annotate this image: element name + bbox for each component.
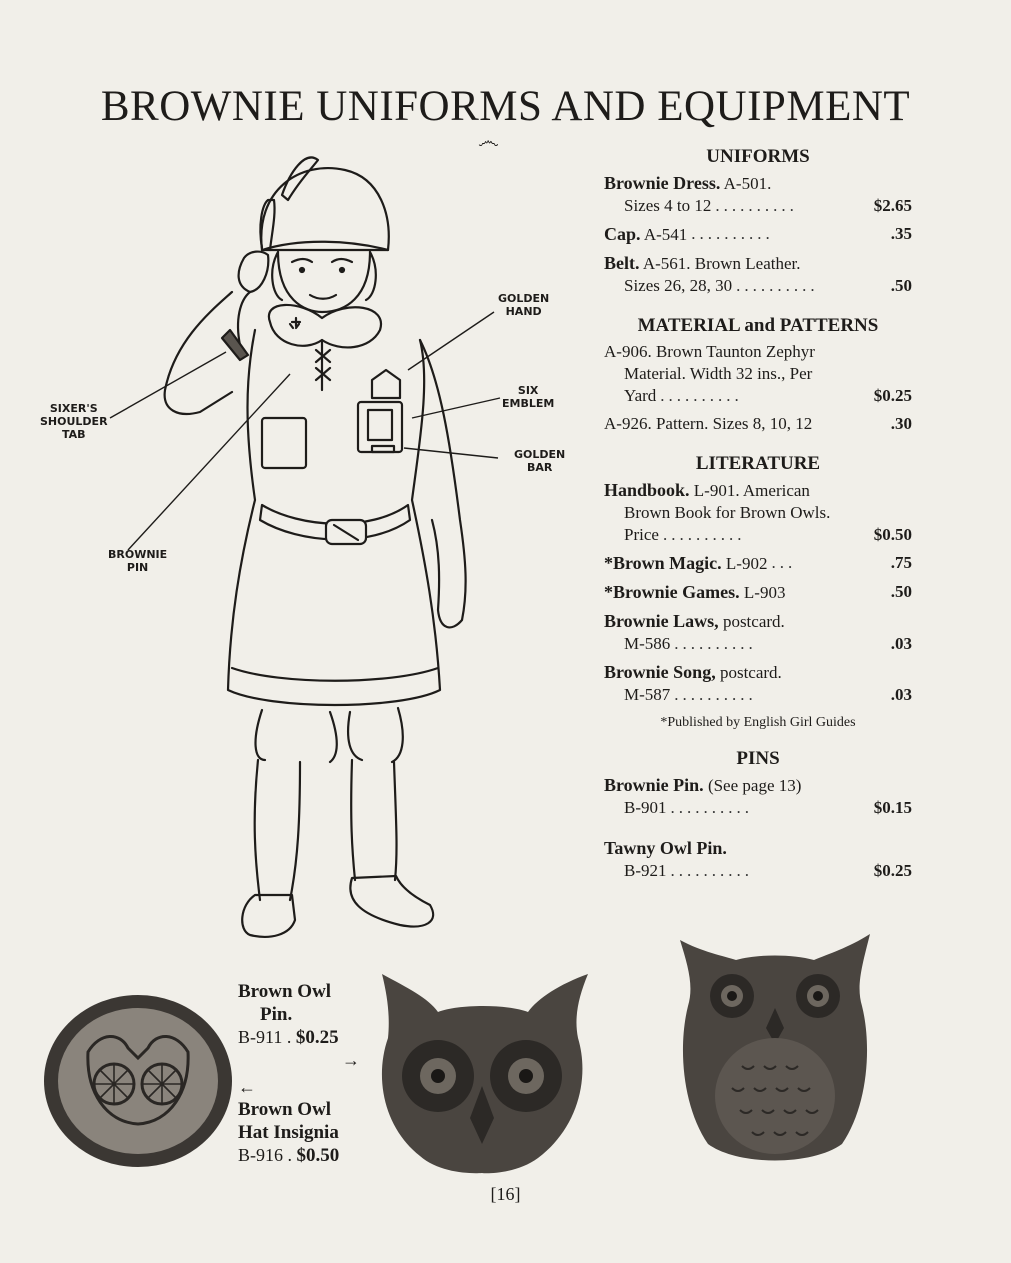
callout-golden-bar: GOLDEN BAR xyxy=(514,448,566,474)
item-price: $0.25 xyxy=(873,386,912,405)
item-price: .50 xyxy=(890,276,912,295)
arrow-right-icon: → xyxy=(342,1050,360,1070)
item-brownie-song: Brownie Song, postcard. M-587 .......... .03 xyxy=(604,662,912,704)
caption-line: Brown Owl xyxy=(238,981,332,1002)
callout-line-golden-bar xyxy=(404,448,498,458)
callout-line-six-emblem xyxy=(412,398,500,418)
item-name: Brownie Laws, xyxy=(604,611,719,631)
item-name: Brownie Dress. xyxy=(604,173,721,193)
item-detail: Sizes 26, 28, 30 xyxy=(624,276,733,295)
section-heading-pins: PINS xyxy=(736,748,780,769)
item-brown-magic: *Brown Magic. L-902 ... .75 xyxy=(604,553,912,573)
item-code: L-902 xyxy=(725,554,768,573)
callout-sixers-tab: SIXER'S SHOULDER TAB xyxy=(40,402,108,441)
ornament-icon: ෴ xyxy=(478,128,499,153)
item-handbook: Handbook. L-901. American Brown Book for Brown Owls. Price .......... $0.50 xyxy=(604,480,912,544)
page-title: BROWNIE UNIFORMS AND EQUIPMENT xyxy=(100,83,911,130)
caption-code: B-911 xyxy=(238,1027,283,1047)
item-price: .03 xyxy=(890,634,912,653)
item-line: A-926. Pattern. Sizes 8, 10, 12 xyxy=(604,414,813,433)
callout-line-golden-hand xyxy=(408,312,494,370)
item-line: Brown Book for Brown Owls. xyxy=(624,503,831,522)
item-cap: Cap. A-541 .......... .35 xyxy=(604,224,912,244)
caption-line: Pin. xyxy=(260,1004,293,1025)
item-line: B-901 xyxy=(624,798,667,817)
publisher-note: *Published by English Girl Guides xyxy=(660,715,856,730)
item-line: Yard xyxy=(624,386,657,405)
item-tawny-owl-pin: Tawny Owl Pin. B-921 .......... $0.25 xyxy=(604,838,912,880)
item-price: .35 xyxy=(890,224,912,243)
item-line: M-586 xyxy=(624,634,671,653)
item-brownie-pin: Brownie Pin. (See page 13) B-901 .......... $0.15 xyxy=(604,775,912,817)
item-name: Brownie Song, xyxy=(604,662,716,682)
page-number: [16] xyxy=(490,1184,521,1204)
callout-brownie-pin: BROWNIE PIN xyxy=(108,548,168,574)
item-price: $2.65 xyxy=(873,196,912,215)
brown-owl-pin-caption: Brown Owl Pin. B-911 . $0.25 → xyxy=(238,980,368,1071)
callout-line-brownie-pin xyxy=(128,374,290,550)
item-detail: Sizes 4 to 12 xyxy=(624,196,712,215)
item-line: Price xyxy=(624,525,659,544)
item-code: postcard. xyxy=(722,612,785,631)
item-price: $0.15 xyxy=(873,798,912,817)
item-price: .03 xyxy=(890,685,912,704)
brown-owl-pin-image xyxy=(368,968,596,1178)
item-name: *Brownie Games. xyxy=(604,582,740,602)
item-code: (See page 13) xyxy=(707,776,802,795)
item-line: Material. Width 32 ins., Per xyxy=(624,364,813,383)
item-code: A-561. Brown Leather. xyxy=(642,254,801,273)
item-line: A-906. Brown Taunton Zephyr xyxy=(604,342,815,361)
item-price: .75 xyxy=(890,553,912,572)
item-name: Tawny Owl Pin. xyxy=(604,838,727,858)
caption-line: Brown Owl xyxy=(238,1099,332,1120)
tawny-owl-pin-image xyxy=(672,926,878,1168)
arrow-left-icon: ← xyxy=(238,1077,256,1097)
caption-line: Hat Insignia xyxy=(238,1122,339,1143)
item-code: postcard. xyxy=(719,663,782,682)
hat-insignia-image xyxy=(40,992,236,1170)
callout-line-sixers-tab xyxy=(110,352,226,418)
callout-six-emblem: SIX EMBLEM xyxy=(502,384,555,410)
section-heading-literature: LITERATURE xyxy=(695,453,821,474)
item-code: A-501. xyxy=(723,174,772,193)
item-brownie-dress: Brownie Dress. A-501. Sizes 4 to 12 .......... $2.65 xyxy=(604,173,912,215)
hat-insignia-caption: ← Brown Owl Hat Insignia B-916 . $0.50 xyxy=(238,1076,368,1167)
caption-price: $0.25 xyxy=(295,1027,339,1048)
caption-price: $0.50 xyxy=(296,1145,340,1166)
item-code: A-541 xyxy=(643,225,688,244)
section-heading-material: MATERIAL and PATTERNS xyxy=(637,315,879,336)
item-name: Cap. xyxy=(604,224,641,244)
callout-golden-hand: GOLDEN HAND xyxy=(498,292,550,318)
item-name: Belt. xyxy=(604,253,640,273)
item-price: $0.25 xyxy=(873,861,912,880)
item-price: .50 xyxy=(890,582,912,601)
item-brownie-laws: Brownie Laws, postcard. M-586 .......... .03 xyxy=(604,611,912,653)
item-name: Handbook. xyxy=(604,480,690,500)
item-zephyr-material: A-906. Brown Taunton Zephyr Material. Width 32 ins., Per Yard .......... $0.25 xyxy=(604,342,912,405)
item-line: M-587 xyxy=(624,685,671,704)
item-name: Brownie Pin. xyxy=(604,775,704,795)
item-price: $0.50 xyxy=(873,525,912,544)
item-belt: Belt. A-561. Brown Leather. Sizes 26, 28, 30 .......... .50 xyxy=(604,253,912,295)
item-name: *Brown Magic. xyxy=(604,553,722,573)
item-price: .30 xyxy=(890,414,912,433)
caption-code: B-916 xyxy=(238,1145,283,1165)
section-heading-uniforms: UNIFORMS xyxy=(706,146,810,167)
item-line: B-921 xyxy=(624,861,667,880)
item-code: L-903 xyxy=(743,583,786,602)
item-code: L-901. American xyxy=(693,481,810,500)
